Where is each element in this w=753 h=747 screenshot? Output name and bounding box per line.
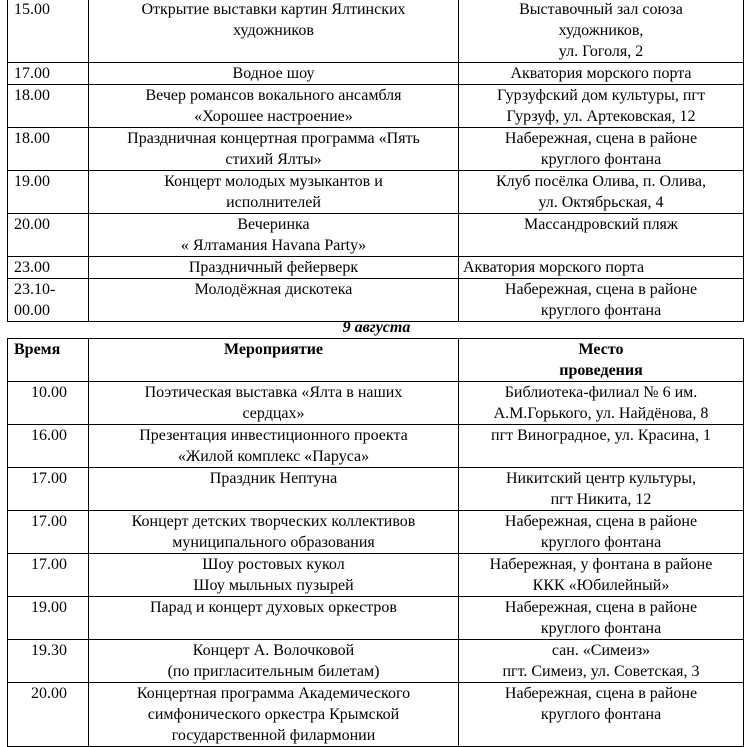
place-cell [459,0,744,63]
event-cell [89,382,459,425]
place-line: круглого фонтана [540,534,662,551]
time-cell: 17.00 [8,554,89,597]
event-cell [89,597,459,640]
event-line: Открытие выставки картин Ялтинских [141,1,406,18]
date-heading: 9 августа [342,319,411,336]
table-row [8,425,744,468]
place-line: Массандровский пляж [524,216,678,233]
header-row [8,339,744,382]
place-line: круглого фонтана [540,706,662,723]
event-line: Молодёжная дискотека [194,281,353,298]
place-line: пгт Никита, 12 [550,491,652,508]
table-row [8,63,744,85]
event-cell [89,257,459,279]
place-line: Набережная, сцена в районе [504,513,698,530]
place-line: пгт. Симеиз, ул. Советская, 3 [502,663,700,680]
event-cell [89,468,459,511]
event-line: Презентация инвестиционного проекта [139,427,408,444]
place-line: ККК «Юбилейный» [532,577,670,594]
time-cell: 18.00 [8,128,89,171]
place-cell [459,85,744,128]
event-cell [89,128,459,171]
table-row [8,85,744,128]
header-time: Время [8,339,89,382]
event-line: Концерт детских творческих коллективов [131,513,416,530]
place-line: Набережная, у фонтана в районе [489,556,713,573]
event-cell [89,554,459,597]
event-line: Концерт молодых музыкантов и [164,173,383,190]
event-line: Вечеринка [237,216,310,233]
place-line: Библиотека-филиал № 6 им. [504,384,698,401]
place-line: Набережная, сцена в районе [504,685,698,702]
event-line: Шоу мыльных пузырей [193,577,354,594]
table-row [8,597,744,640]
place-line: Гурзуф, ул. Артековская, 12 [506,108,696,125]
table-row [8,640,744,683]
table-row [8,554,744,597]
schedule-table-day1 [7,0,744,322]
time-cell: 19.00 [8,171,89,214]
time-cell: 18.00 [8,85,89,128]
event-line: Праздник Нептуна [209,470,338,487]
table-row [8,214,744,257]
event-line: государственной филармонии [171,727,376,744]
table-row [8,382,744,425]
place-line: сан. «Симеиз» [551,642,651,659]
event-cell [89,279,459,322]
event-line: « Ялтамания Havana Party» [180,237,367,254]
event-cell [89,0,459,63]
event-cell [89,683,459,747]
event-line: Поэтическая выставка «Ялта в наших [144,384,403,401]
place-cell [459,257,744,279]
place-line: Набережная, сцена в районе [504,281,698,298]
header-place [459,339,744,382]
table-row [8,683,744,747]
table-row [8,0,744,63]
table-row [8,511,744,554]
schedule-table-day2 [7,338,744,747]
place-line: Набережная, сцена в районе [504,130,698,147]
place-line: Выставочный зал союза [519,1,683,18]
schedule-table-day2-body [8,382,744,747]
place-cell [459,63,744,85]
place-line: круглого фонтана [540,302,662,319]
event-line: муниципального образования [172,534,375,551]
place-cell [459,683,744,747]
event-cell [89,640,459,683]
event-line: симфонического оркестра Крымской [147,706,400,723]
header-place-line: проведения [559,362,643,379]
place-line: ул. Октябрьская, 4 [538,194,664,211]
place-cell [459,597,744,640]
table-header [8,339,744,382]
event-line: Водное шоу [232,65,315,82]
place-line: круглого фонтана [540,151,662,168]
place-line: пгт Виноградное, ул. Красина, 1 [491,427,711,444]
table-row [8,128,744,171]
time-cell: 17.00 [8,511,89,554]
table-row [8,171,744,214]
event-cell [89,63,459,85]
time-cell: 23.00 [8,257,89,279]
event-cell [89,425,459,468]
event-line: «Жилой комплекс «Паруса» [177,448,370,465]
event-line: художников [233,22,314,39]
place-cell [459,468,744,511]
place-line: круглого фонтана [540,620,662,637]
place-cell [459,554,744,597]
event-line: (по пригласительным билетам) [167,663,380,680]
table-row [8,257,744,279]
place-line: Набережная, сцена в районе [504,599,698,616]
event-cell [89,511,459,554]
header-event: Мероприятие [89,339,459,382]
event-line: сердцах» [242,405,305,422]
event-cell [89,214,459,257]
event-cell [89,85,459,128]
table-row [8,468,744,511]
event-line: Вечер романсов вокального ансамбля [145,87,402,104]
table-row [8,279,744,322]
time-cell: 17.00 [8,63,89,85]
time-cell: 16.00 [8,425,89,468]
place-line: Клуб посёлка Олива, п. Олива, [495,173,707,190]
event-line: Шоу ростовых кукол [202,556,345,573]
time-cell: 10.00 [8,382,89,425]
time-cell: 19.30 [8,640,89,683]
time-cell: 20.00 [8,683,89,747]
event-line: Праздничная концертная программа «Пять [127,130,420,147]
event-line: «Хорошее настроение» [194,108,353,125]
place-cell [459,171,744,214]
place-cell [459,382,744,425]
place-cell [459,128,744,171]
time-cell: 15.00 [8,0,89,63]
event-cell [89,171,459,214]
time-cell: 19.00 [8,597,89,640]
place-line: Гурзуфский дом культуры, пгт [497,87,705,104]
place-cell [459,511,744,554]
header-place-line: Место [578,341,624,358]
place-line: Акватория морского порта [463,259,645,276]
place-cell [459,279,744,322]
event-line: Парад и концерт духовых оркестров [150,599,397,616]
event-line: стихий Ялты» [225,151,322,168]
event-line: Праздничный фейерверк [188,259,359,276]
time-cell: 23.10- 00.00 [8,279,89,322]
place-cell [459,425,744,468]
place-line: ул. Гоголя, 2 [558,43,644,60]
place-cell [459,640,744,683]
time-cell: 17.00 [8,468,89,511]
place-line: Акватория морского порта [510,65,692,82]
event-line: исполнителей [226,194,321,211]
place-cell [459,214,744,257]
time-cell: 20.00 [8,214,89,257]
event-line: Концерт А. Волочковой [192,642,355,659]
event-line: Концертная программа Академического [136,685,411,702]
schedule-table-day1-body [8,0,744,322]
place-line: художников, [558,22,644,39]
place-line: А.М.Горького, ул. Найдёнова, 8 [493,405,709,422]
place-line: Никитский центр культуры, [505,470,697,487]
